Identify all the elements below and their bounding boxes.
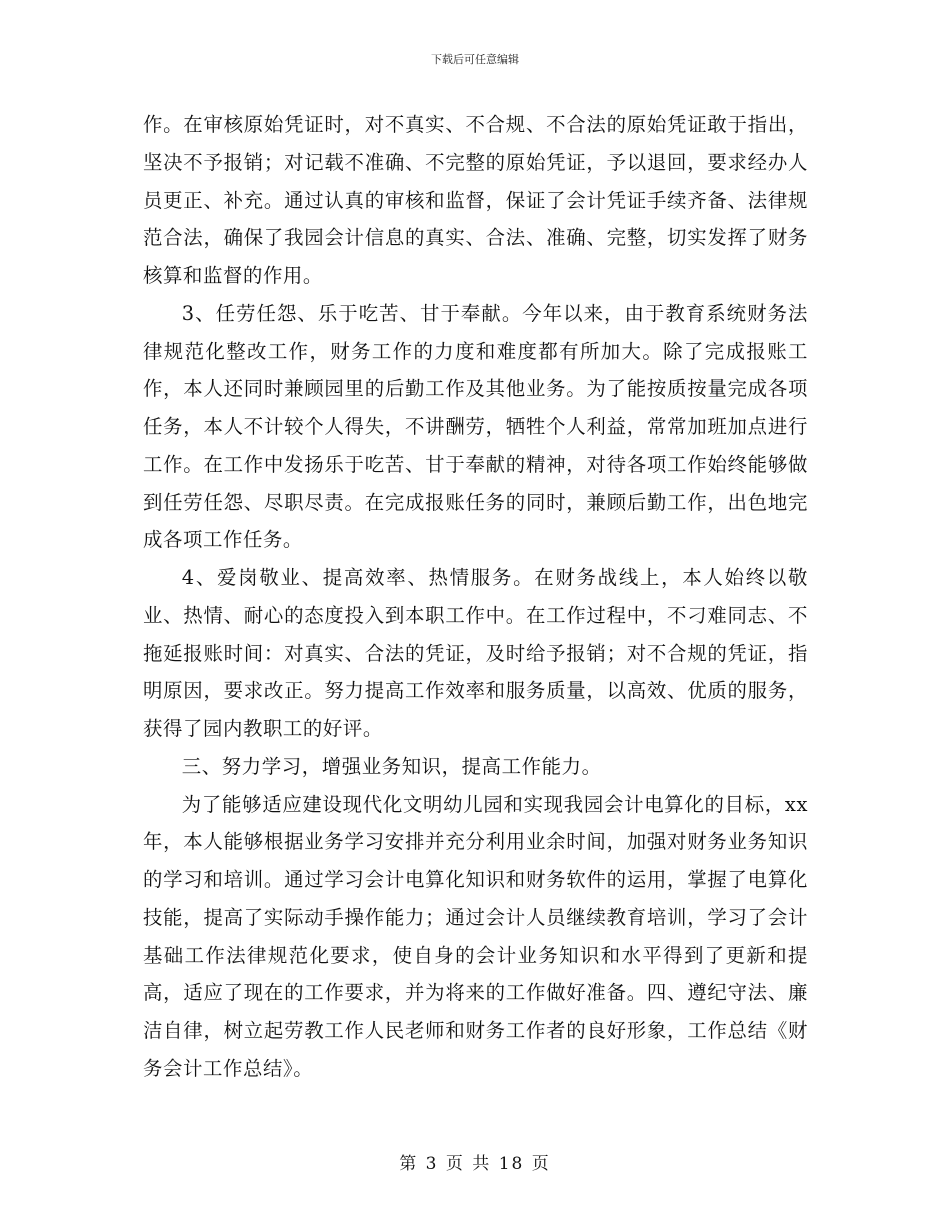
paragraph-continuation: 作。在审核原始凭证时，对不真实、不合规、不合法的原始凭证敢于指出，坚决不予报销；对记载不准确、不完整的原始凭证，予以退回，要求经办人员更正、补充。通过认真的审核和监督，保证了会计凭证手续齐备、法律规范合法，确保了我园会计信息的真实、合法、准确、完整，切实发挥了财务核算和监督的作用。 — [143, 113, 808, 287]
page-header-note: 下载后可任意编辑 — [431, 53, 519, 66]
page-number-footer: 第 3 页 共 18 页 — [399, 1154, 551, 1174]
document-body — [143, 106, 808, 1088]
section-heading-3: 三、努力学习，增强业务知识，提高工作能力。 — [181, 754, 602, 778]
paragraph-item-3: 3、任劳任怨、乐于吃苦、甘于奉献。今年以来，由于教育系统财务法律规范化整改工作，财务工作的力度和难度都有所加大。除了完成报账工作，本人还同时兼顾园里的后勤工作及其他业务。为了能按质按量完成各项任务，本人不计较个人得失，不讲酬劳，牺牲个人利益，常常加班加点进行工作。在工作中发扬乐于吃苦、甘于奉献的精神，对待各项工作始终能够做到任劳任怨、尽职尽责。在完成报账任务的同时，兼顾后勤工作，出色地完成各项工作任务。 — [143, 301, 808, 552]
paragraph-item-4: 4、爱岗敬业、提高效率、热情服务。在财务战线上，本人始终以敬业、热情、耐心的态度投入到本职工作中。在工作过程中，不刁难同志、不拖延报账时间：对真实、合法的凭证，及时给予报销；对不合规的凭证，指明原因，要求改正。努力提高工作效率和服务质量，以高效、优质的服务，获得了园内教职工的好评。 — [143, 566, 808, 740]
paragraph-study: 为了能够适应建设现代化文明幼儿园和实现我园会计电算化的目标，xx年，本人能够根据业务学习安排并充分利用业余时间，加强对财务业务知识的学习和培训。通过学习会计电算化知识和财务软件的运用，掌握了电算化技能，提高了实际动手操作能力；通过会计人员继续教育培训，学习了会计基础工作法律规范化要求，使自身的会计业务知识和水平得到了更新和提高，适应了现在的工作要求，并为将来的工作做好准备。四、遵纪守法、廉洁自律，树立起劳教工作人民老师和财务工作者的良好形象，工作总结《财务会计工作总结》。 — [143, 792, 808, 1080]
